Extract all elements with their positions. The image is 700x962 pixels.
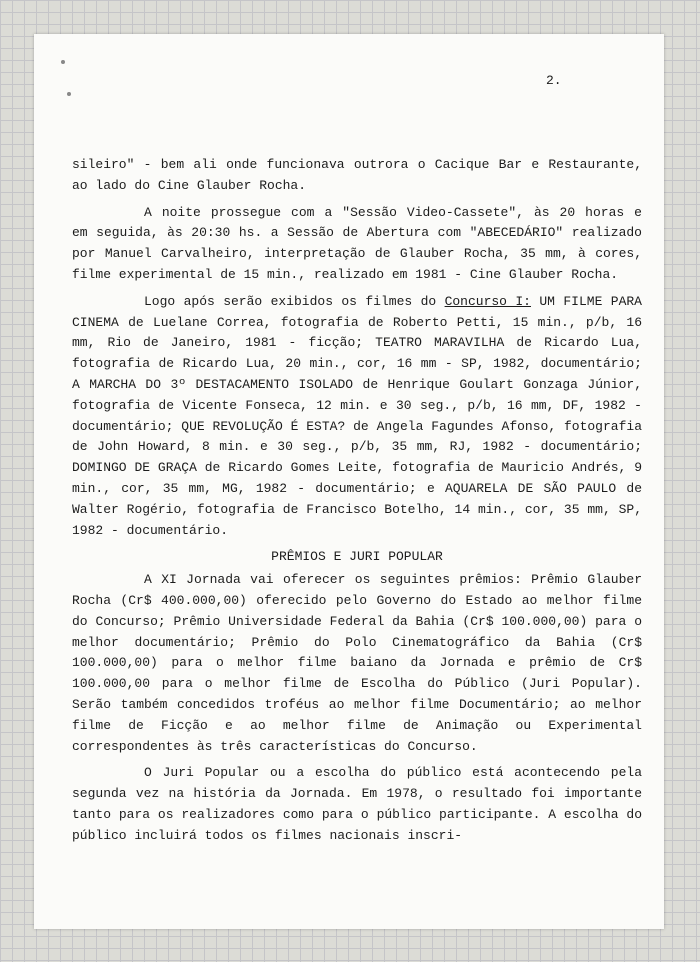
paragraph-popular-jury: O Juri Popular ou a escolha do público está acontecendo pela segunda vez na história da Jornada. Em 1978, o resultado foi importante tanto para os realizadores como para o público participante. A escolha do público incluirá todos os filmes nacionais inscri- bbox=[72, 765, 642, 843]
paper-mark bbox=[61, 60, 65, 64]
document-body bbox=[72, 155, 642, 847]
paragraph-continuation: sileiro" - bem ali onde funcionava outrora o Cacique Bar e Restaurante, ao lado do Cine Glauber Rocha. bbox=[72, 157, 642, 193]
contest-film-list: UM FILME PARA CINEMA de Luelane Correa, fotografia de Roberto Petti, 15 min., p/b, 16 mm, Rio de Janeiro, 1981 - ficção; TEATRO MARAVILHA de Ricardo Lua, fotografia de Ricardo Lua, 20 min., cor, 16 mm - SP, 1982, documentário; A MARCHA DO 3º DESTACAMENTO ISOLADO de Henrique Goulart Gonzaga Júnior, fotografia de Vicente Fonseca, 12 min. e 30 seg., p/b, 16 mm, DF, 1982 - documentário; QUE REVOLUÇÃO É ESTA? de Angela Fagundes Afonso, fotografia de John Howard, 8 min. e 30 seg., p/b, 35 mm, RJ, 1982 - documentário; DOMINGO DE GRAÇA de Ricardo Gomes Leite, fotografia de Mauricio Andrés, 9 min., cor, 35 mm, MG, 1982 - documentário; e AQUARELA DE SÃO PAULO de Walter Rogério, fotografia de Francisco Botelho, 14 min., cor, 35 mm, SP, 1982 - documentário. bbox=[72, 293, 642, 538]
contest-underlined-label: Concurso I: bbox=[444, 293, 531, 309]
section-heading: PRÊMIOS E JURI POPULAR bbox=[271, 549, 443, 565]
contest-intro-text: Logo após serão exibidos os filmes do bbox=[144, 293, 437, 309]
paragraph-prizes: A XI Jornada vai oferecer os seguintes prêmios: Prêmio Glauber Rocha (Cr$ 400.000,00) oferecido pelo Governo do Estado ao melhor filme do Concurso; Prêmio Universidade Federal da Bahia (Cr$ 100.000,00) para o melhor documentário; Prêmio do Polo Cinematográfico da Bahia (Cr$ 100.000,00) para o melhor filme baiano da Jornada e prêmio de Cr$ 100.000,00 para o melhor filme de Escolha do Público (Juri Popular). Serão também concedidos troféus ao melhor filme Documentário; ao melhor filme de Ficção e ao melhor filme de Animação ou Experimental correspondentes às três características do Concurso. bbox=[72, 572, 642, 754]
paragraph-opening-session: A noite prossegue com a "Sessão Video-Cassete", às 20 horas e em seguida, às 20:30 hs. a Sessão de Abertura com "ABECEDÁRIO" realizado por Manuel Carvalheiro, interpretação de Glauber Rocha, 35 mm, à cores, filme experimental de 15 min., realizado em 1981 - Cine Glauber Rocha. bbox=[72, 204, 642, 282]
paragraph-contest-films bbox=[72, 292, 642, 542]
paper-mark bbox=[67, 92, 71, 96]
page-number: 2. bbox=[546, 73, 562, 88]
